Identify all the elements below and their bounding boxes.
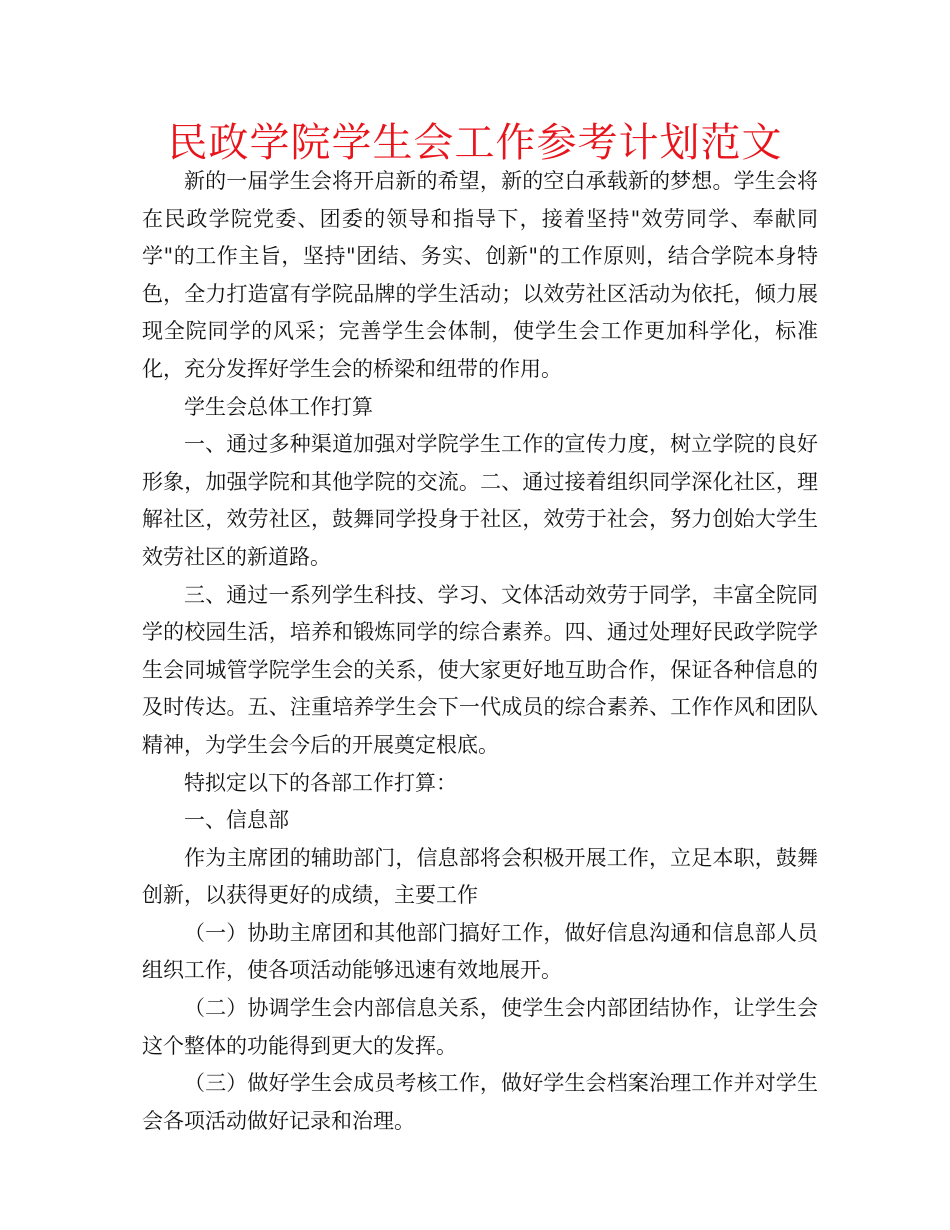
paragraph-intro: 新的一届学生会将开启新的希望，新的空白承载新的梦想。学生会将在民政学院党委、团委的领导和指导下，接着坚持"效劳同学、奉献同学"的工作主旨，坚持"团结、务实、创新"的工作原则，结合学院本身特色，全力打造富有学院品牌的学生活动；以效劳社区活动为依托，倾力展现全院同学的风采；完善学生会体制，使学生会工作更加科学化，标准化，充分发挥好学生会的桥梁和纽带的作用。 [142,169,818,381]
paragraph-overall-plan-heading: 学生会总体工作打算 [184,394,373,419]
paragraph-info-dept-item-1: （一）协助主席团和其他部门搞好工作，做好信息沟通和信息部人员组织工作，使各项活动能够迅速有效地展开。 [142,920,818,983]
paragraph-plan-items-1-2: 一、通过多种渠道加强对学院学生工作的宣传力度，树立学院的良好形象，加强学院和其他学院的交流。二、通过接着组织同学深化社区，理解社区，效劳社区，鼓舞同学投身于社区，效劳于社会，努力创始大学生效劳社区的新道路。 [142,432,818,569]
paragraph-department-plans-heading: 特拟定以下的各部工作打算： [184,770,457,795]
document-body [142,163,818,1140]
paragraph-info-dept-item-3: （三）做好学生会成员考核工作，做好学生会档案治理工作并对学生会各项活动做好记录和治理。 [142,1071,818,1133]
paragraph-info-dept-item-2: （二）协调学生会内部信息关系，使学生会内部团结协作，让学生会这个整体的功能得到更大的发挥。 [142,996,818,1058]
document-title: 民政学院学生会工作参考计划范文 [167,120,783,166]
paragraph-plan-items-3-5: 三、通过一系列学生科技、学习、文体活动效劳于同学，丰富全院同学的校园生活，培养和锻炼同学的综合素养。四、通过处理好民政学院学生会同城管学院学生会的关系，使大家更好地互助合作，保证各种信息的及时传达。五、注重培养学生会下一代成员的综合素养、工作作风和团队精神，为学生会今后的开展奠定根底。 [142,582,818,757]
paragraph-info-dept-heading: 一、信息部 [184,808,289,833]
paragraph-info-dept-intro: 作为主席团的辅助部门，信息部将会积极开展工作，立足本职，鼓舞创新，以获得更好的成绩，主要工作 [142,845,818,908]
